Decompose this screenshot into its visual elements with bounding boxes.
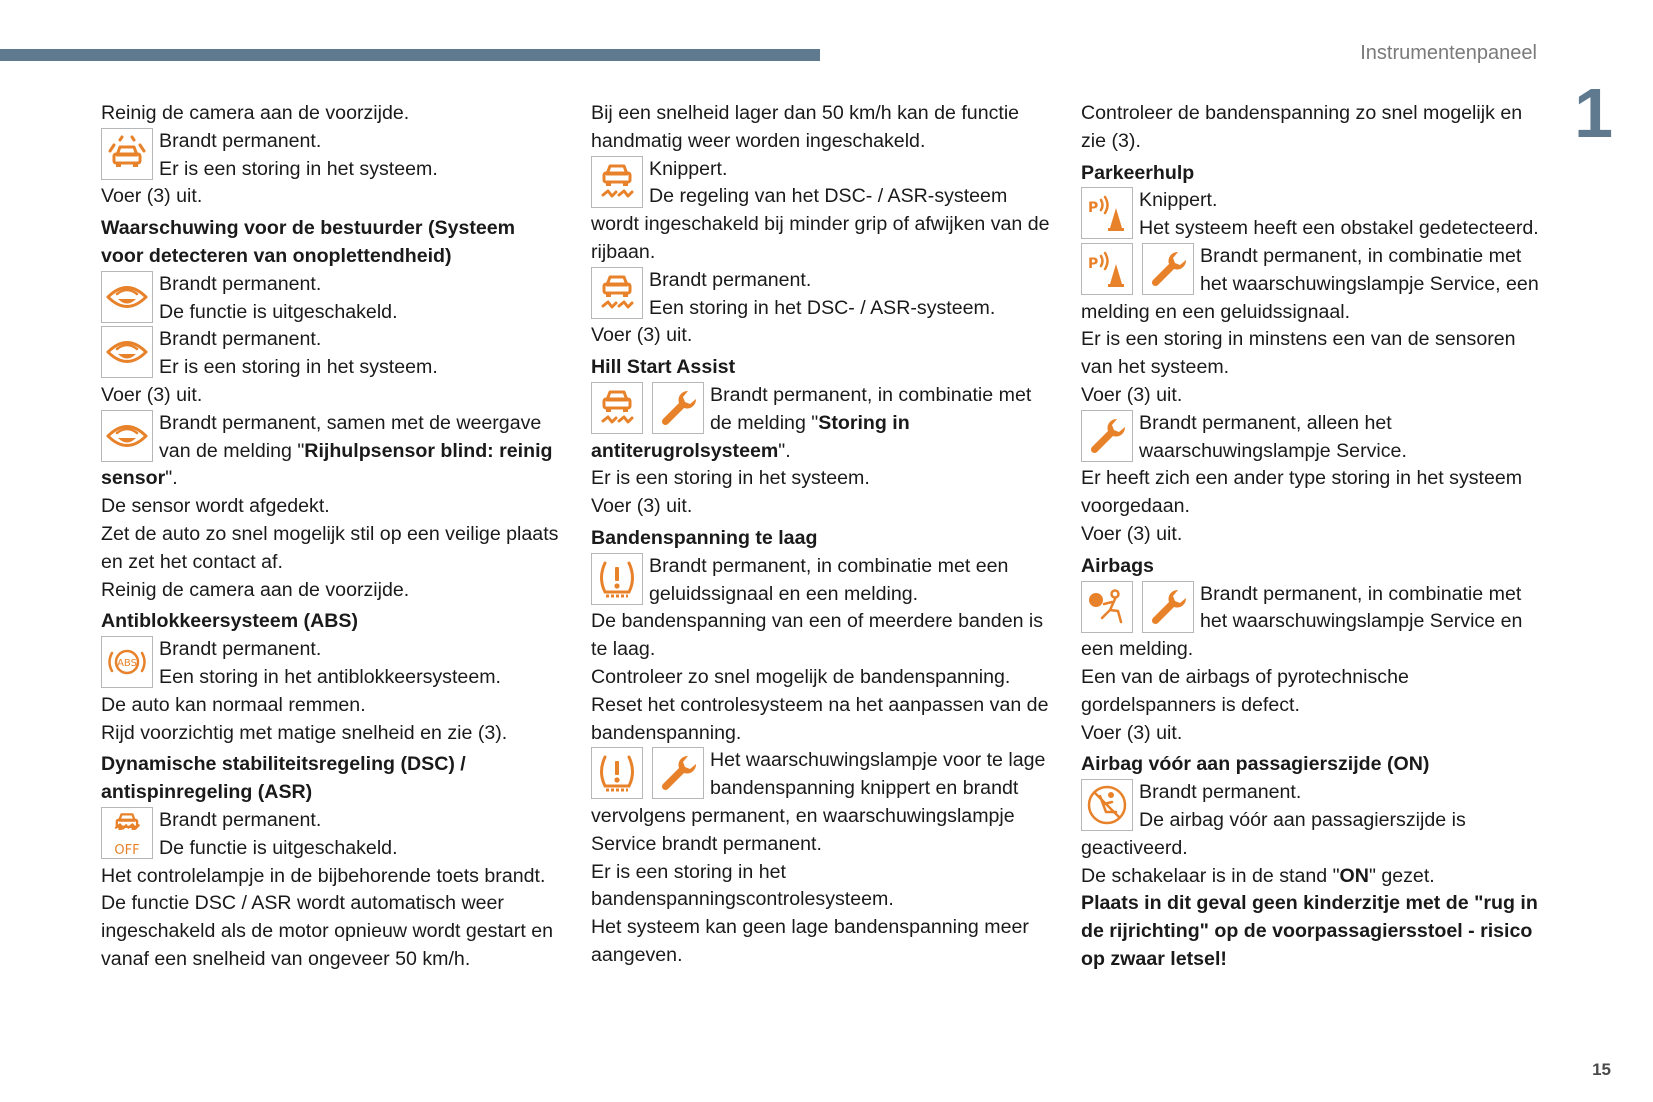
paragraph: Voer (3) uit. bbox=[1081, 383, 1183, 406]
dsc-icon bbox=[591, 267, 643, 319]
indicator-text: Het waarschuwingslampje voor te lage bandenspanning knippert en brandt vervolgens permanent, en waarschuwingslampje Service brandt permanent. bbox=[591, 749, 1046, 855]
park-assist-icon bbox=[1081, 243, 1133, 295]
paragraph: De schakelaar is in de stand "ON" gezet. bbox=[1081, 864, 1435, 887]
paragraph: De sensor wordt afgedekt. bbox=[101, 495, 330, 518]
indicator-passenger-airbag bbox=[1081, 779, 1541, 862]
indicator-text: De airbag vóór aan passagierszijde is geactiveerd. bbox=[1081, 808, 1466, 859]
indicator-camera bbox=[101, 128, 561, 184]
section-heading: Waarschuwing voor de bestuurder (Systeem voor detecteren van onoplettendheid) bbox=[101, 217, 516, 267]
indicator-text: Er is een storing in het systeem. bbox=[159, 157, 438, 180]
paragraph: Rijd voorzichtig met matige snelheid en zie (3). bbox=[101, 721, 508, 744]
indicator-text: Brandt permanent. bbox=[159, 272, 322, 295]
indicator-text: Knippert. bbox=[649, 157, 728, 180]
paragraph: Voer (3) uit. bbox=[1081, 522, 1183, 545]
paragraph: Er heeft zich een ander type storing in het systeem voorgedaan. bbox=[1081, 467, 1523, 518]
section-heading: Bandenspanning te laag bbox=[591, 526, 818, 549]
indicator-text: Er is een storing in het systeem. bbox=[159, 356, 438, 379]
eye-icon bbox=[101, 410, 153, 462]
eye-icon bbox=[101, 326, 153, 378]
section-heading: Airbags bbox=[1081, 554, 1154, 577]
svg-text:P: P bbox=[1088, 200, 1099, 217]
paragraph: Reinig de camera aan de voorzijde. bbox=[101, 578, 410, 601]
paragraph: Het systeem kan geen lage bandenspanning meer aangeven. bbox=[591, 916, 1029, 966]
indicator-eye-1 bbox=[101, 271, 561, 327]
paragraph: De functie DSC / ASR wordt automatisch weer ingeschakeld als de motor opnieuw wordt gestart en vanaf een snelheid van ongeveer 50 km/h. bbox=[101, 892, 554, 970]
wrench-icon bbox=[1142, 581, 1194, 633]
paragraph: Bij een snelheid lager dan 50 km/h kan de functie handmatig weer worden ingeschakeld. bbox=[591, 102, 1020, 152]
column-2 bbox=[591, 100, 1051, 970]
paragraph: Voer (3) uit. bbox=[591, 495, 693, 518]
section-heading: Hill Start Assist bbox=[591, 356, 736, 379]
indicator-text: De regeling van het DSC- / ASR-systeem wordt ingeschakeld bij minder grip of afwijken van de rijbaan. bbox=[591, 185, 1050, 263]
paragraph: Er is een storing in het systeem. bbox=[591, 467, 870, 490]
paragraph: Voer (3) uit. bbox=[101, 185, 203, 208]
wrench-icon bbox=[652, 382, 704, 434]
indicator-text: Brandt permanent, in combinatie met het waarschuwingslampje Service, een melding en een geluidssignaal. bbox=[1081, 244, 1539, 323]
indicator-text: Brandt permanent. bbox=[159, 129, 322, 152]
indicator-text: Een storing in het DSC- / ASR-systeem. bbox=[649, 296, 996, 319]
indicator-text: De functie is uitgeschakeld. bbox=[159, 836, 398, 859]
eye-icon bbox=[101, 271, 153, 323]
paragraph: Controleer de bandenspanning zo snel mogelijk en zie (3). bbox=[1081, 102, 1523, 152]
indicator-park-2 bbox=[1081, 243, 1541, 326]
paragraph: Controleer zo snel mogelijk de bandenspanning. bbox=[591, 665, 1011, 688]
paragraph: Voer (3) uit. bbox=[1081, 721, 1183, 744]
section-heading: Parkeerhulp bbox=[1081, 161, 1195, 184]
indicator-dsc-off bbox=[101, 807, 561, 863]
switch-state: ON bbox=[1339, 864, 1369, 887]
paragraph: Het controlelampje in de bijbehorende toets brandt. bbox=[101, 864, 546, 887]
indicator-text: Brandt permanent. bbox=[649, 268, 812, 291]
indicator-text: De functie is uitgeschakeld. bbox=[159, 300, 398, 323]
indicator-tpms-2 bbox=[591, 747, 1051, 858]
front-camera-icon bbox=[101, 128, 153, 180]
svg-text:P: P bbox=[1088, 255, 1099, 272]
indicator-airbag bbox=[1081, 581, 1541, 664]
paragraph: Zet de auto zo snel mogelijk stil op een veilige plaats en zet het contact af. bbox=[101, 522, 559, 573]
paragraph: Er is een storing in minstens een van de sensoren van het systeem. bbox=[1081, 328, 1516, 379]
indicator-dsc-2 bbox=[591, 267, 1051, 323]
indicator-eye-3 bbox=[101, 410, 561, 493]
section-heading: Airbag vóór aan passagierszijde (ON) bbox=[1081, 753, 1430, 776]
indicator-abs bbox=[101, 636, 561, 692]
indicator-text: Het systeem heeft een obstakel gedetecteerd. bbox=[1139, 217, 1539, 240]
dsc-icon bbox=[591, 156, 643, 208]
column-3 bbox=[1081, 100, 1541, 974]
tyre-pressure-icon bbox=[591, 747, 643, 799]
paragraph: Voer (3) uit. bbox=[101, 383, 203, 406]
passenger-airbag-icon bbox=[1081, 779, 1133, 831]
wrench-icon bbox=[1142, 243, 1194, 295]
park-assist-icon bbox=[1081, 187, 1133, 239]
safety-warning: Plaats in dit geval geen kinderzitje met de "rug in de rijrichting" op de voorpassagiersstoel - risico op zwaar letsel! bbox=[1081, 892, 1538, 970]
section-heading: Antiblokkeersysteem (ABS) bbox=[101, 610, 358, 633]
indicator-hill-start bbox=[591, 382, 1051, 465]
indicator-text: Brandt permanent. bbox=[159, 808, 322, 831]
paragraph: Een van de airbags of pyrotechnische gordelspanners is defect. bbox=[1081, 665, 1409, 716]
indicator-tpms-1 bbox=[591, 553, 1051, 609]
indicator-text: Brandt permanent, in combinatie met het waarschuwingslampje Service en een melding. bbox=[1081, 582, 1523, 661]
message-text: Storing in antiterugrolsysteem bbox=[591, 411, 910, 462]
paragraph: Voer (3) uit. bbox=[591, 324, 693, 347]
indicator-text: Een storing in het antiblokkeersysteem. bbox=[159, 665, 501, 688]
paragraph: Reinig de camera aan de voorzijde. bbox=[101, 102, 410, 124]
section-heading: Dynamische stabiliteitsregeling (DSC) / antispinregeling (ASR) bbox=[101, 753, 466, 804]
wrench-icon bbox=[652, 747, 704, 799]
indicator-text: Brandt permanent, in combinatie met een geluidssignaal en een melding. bbox=[649, 554, 1009, 605]
abs-icon bbox=[101, 636, 153, 688]
indicator-eye-2 bbox=[101, 326, 561, 382]
indicator-text: Brandt permanent, samen met de weergave van de melding "Rijhulpsensor blind: reinig sensor". bbox=[101, 411, 553, 490]
message-text: Rijhulpsensor blind: reinig sensor bbox=[101, 439, 553, 490]
dsc-off-icon bbox=[101, 807, 153, 859]
page-number: 15 bbox=[1592, 1060, 1611, 1079]
indicator-service bbox=[1081, 410, 1541, 466]
paragraph: De bandenspanning van een of meerdere banden is te laag. bbox=[591, 610, 1044, 661]
section-title: Instrumentenpaneel bbox=[1360, 42, 1537, 64]
dsc-icon bbox=[591, 382, 643, 434]
tyre-pressure-icon bbox=[591, 553, 643, 605]
svg-text:ABS: ABS bbox=[117, 658, 137, 670]
indicator-text: Brandt permanent, in combinatie met de melding "Storing in antiterugrolsysteem". bbox=[591, 383, 1032, 462]
indicator-text: Brandt permanent. bbox=[159, 638, 322, 661]
column-1 bbox=[101, 100, 561, 974]
indicator-text: Brandt permanent. bbox=[159, 328, 322, 351]
indicator-text: Brandt permanent, alleen het waarschuwingslampje Service. bbox=[1139, 411, 1407, 462]
paragraph: Reset het controlesysteem na het aanpassen van de bandenspanning. bbox=[591, 693, 1049, 744]
indicator-text: Brandt permanent. bbox=[1139, 781, 1302, 804]
paragraph: Er is een storing in het bandenspanningscontrolesysteem. bbox=[591, 860, 894, 911]
svg-text:OFF: OFF bbox=[114, 842, 140, 856]
indicator-text: Knippert. bbox=[1139, 189, 1218, 212]
wrench-icon bbox=[1081, 410, 1133, 462]
chapter-number: 1 bbox=[1574, 74, 1613, 152]
paragraph: De auto kan normaal remmen. bbox=[101, 693, 366, 716]
airbag-icon bbox=[1081, 581, 1133, 633]
header-bar bbox=[0, 49, 820, 61]
indicator-dsc-1 bbox=[591, 156, 1051, 267]
indicator-park-1 bbox=[1081, 187, 1541, 243]
